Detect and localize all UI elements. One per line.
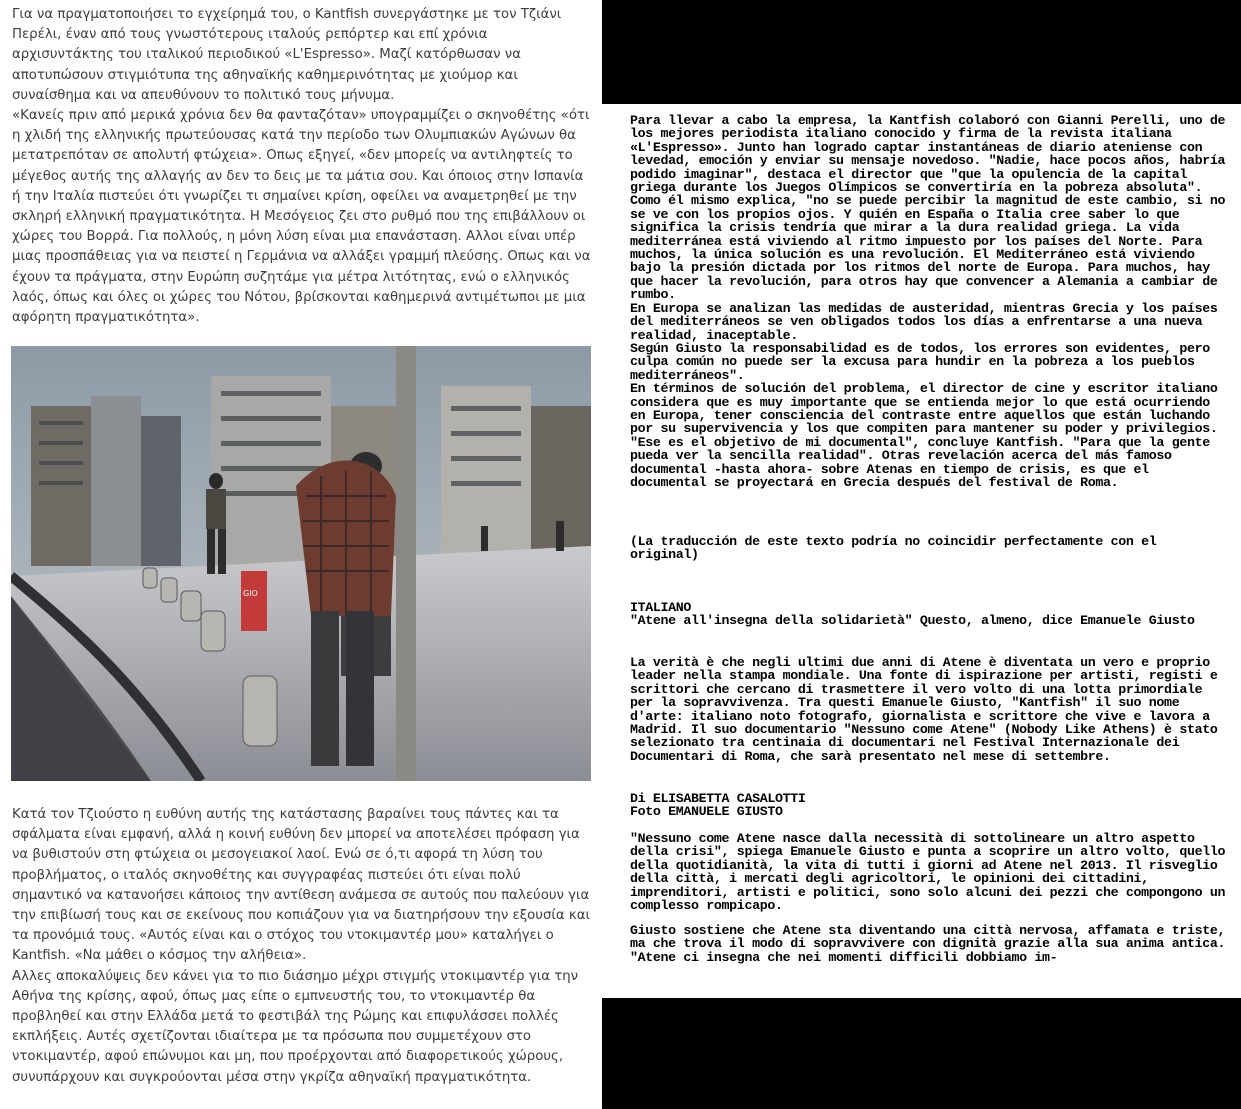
italian-heading (630, 601, 1226, 628)
italian-paragraph-1: La verità è che negli ultimi due anni di Atene è diventata un vero e proprio leader nella stampa mondiale. Una fonte di ispirazione per artisti, registi e scrittori che cercano di trasmettere il vero volto di una lotta primordiale per la sopravvivenza. Tra questi Emanuele Giusto, "Kantfish" il suo nome d'arte: italiano noto fotografo, giornalista e scrittore che vive e lavora a Madrid. Il suo documentario "Nessuno come Atene" (Nobody Like Athens) è stato selezionato tra centinaia di documentari nel Festival Internazionale dei Documentari di Roma, che sarà presentato nel mese di settembre. (630, 655, 1218, 764)
spanish-paragraph: Para llevar a cabo la empresa, la Kantfish colaboró con Gianni Perelli, uno de los mejores periodista italiano conocido y firma de la revista italiana «L'Espresso». Junto han logrado captar instantáneas de diario ateniense con levedad, emoción y enviar su mensaje novedoso. "Nadie, hace pocos años, habría podido imaginar", destaca el director que "que la opulencia de la capital griega durante los Juegos Olímpicos se convertiría en la pobreza absoluta". Como él mismo explica, "no se puede percibir la magnitud de este cambio, si no se ve con los propios ojos. Y quién en España o Italia cree saber lo que significa la crisis tendría que mirar a la dura realidad griega. La vida mediterránea está viviendo al ritmo impuesto por los países del Norte. Para muchos, la única solución es una revolución. El Mediterráneo está viviendo bajo la presión dictada por los ritmos del norte de Europa. Para muchos, hay que hacer la revolución, para otros hay que convencer a Alemania a cambiar de rumbo. (630, 113, 1226, 303)
spanish-text (630, 114, 1226, 489)
italian-paragraph-3: Giusto sostiene che Atene sta diventando una città nervosa, affamata e triste, ma che trova il modo di sopravvivere con dignità grazie alla sua anima antica. "Atene ci insegna che nei momenti difficili dobbiamo im- (630, 923, 1226, 965)
street-photo (11, 346, 591, 781)
greek-text-bottom (12, 805, 592, 1088)
greek-paragraph: Κατά τον Τζιούστο η ευθύνη αυτής της κατάστασης βαραίνει τους πάντες και τα σφάλματα είναι εμφανή, αλλά η κοινή ευθύνη δεν μπορεί να αποτελέσει πρόφαση για να βυθιστούν στη φτώχεια οι μεσογειακοί λαοί. Ενώ σε ό,τι αφορά τη λύση του προβλήματος, ο ιταλός σκηνοθέτης και συγγραφέας πιστεύει ότι είναι πολύ σημαντικό να κατανοήσει κάποιος την αντίθεση ανάμεσα σε αυτούς που παλεύουν για την επιβίωσή τους και σε εκείνους που κοπιάζουν για να διατηρήσουν την εξουσία και τα προνόμιά τους. «Αυτός είναι και ο στόχος του ντοκιμαντέρ μου» καταλήγει ο Kantfish. «Να μάθει ο κόσμος την αλήθεια». (12, 807, 590, 964)
greek-article-column (0, 0, 600, 1109)
scanned-typewriter-page (602, 104, 1241, 998)
spanish-paragraph: En términos de solución del problema, el director de cine y escritor italiano considera que es muy importante que se entienda mejor lo que está ocurriendo en Europa, tener consciencia del contraste entre aquellos que están luchando por su supervivencia y los que compiten para mantener su poder y privilegios. "Ese es el objetivo de mi documental", concluye Kantfish. "Para que la gente pueda ver la sencilla realidad". Otras revelación acerca del más famoso documental -hasta ahora- sobre Atenas en tiempo de crisis, es que el documental se proyectará en Grecia después del festival de Roma. (630, 381, 1218, 490)
greek-paragraph: Αλλες αποκαλύψεις δεν κάνει για το πιο διάσημο μέχρι στιγμής ντοκιμαντέρ για την Αθήνα της κρίσης, αφού, όπως μας είπε ο εμπνευστής του, το ντοκιμαντέρ θα προβληθεί και στην Ελλάδα μετά το φεστιβάλ της Ρώμης και επιφυλάσσει πολλές εκπλήξεις. Αυτές σχετίζονται ιδιαίτερα με τα πρόσωπα που συμμετέχουν στο ντοκιμαντέρ, αφού επώνυμοι και μη, που προέρχονται από διαφορετικούς χώρους, συνυπάρχουν και συγκρούονται μέσα στην γκρίζα αθηναϊκή πραγματικότητα. (12, 968, 579, 1085)
spanish-paragraph: Según Giusto la responsabilidad es de todos, los errores son evidentes, pero culpa común no puede ser la excusa para hundir en la pobreza a los pueblos mediterráneos". (630, 340, 1210, 383)
byline (630, 792, 1226, 819)
byline-author: Di ELISABETTA CASALOTTI (630, 791, 806, 806)
greek-text-top (12, 5, 592, 328)
italian-title: "Atene all'insegna della solidarietà" Questo, almeno, dice Emanuele Giusto (630, 613, 1195, 629)
photo-sign-text: GIO (243, 589, 258, 598)
byline-photo: Foto EMANUELE GIUSTO (630, 804, 783, 820)
translation-note: (La traducción de este texto podría no coincidir perfectamente con el original) (630, 534, 1157, 563)
spanish-paragraph: En Europa se analizan las medidas de austeridad, mientras Grecia y los países del mediterráneos se ven obligados todos los días a enfrentarse a una nueva realidad, inaceptable. (630, 300, 1218, 343)
italian-paragraph-2: "Nessuno come Atene nasce dalla necessità di sottolineare un altro aspetto della crisi", spiega Emanuele Giusto e punta a scoprire un altro volto, quello della quotidianità, la vita di tutti i giorni ad Atene nel 2013. Il risveglio della città, i mercati degli agricoltori, le opinioni dei cittadini, imprenditori, artisti e politici, sono solo alcuni dei pezzi che compongono un complesso rompicapo. (630, 831, 1226, 914)
street-photo-icon (11, 346, 591, 781)
greek-paragraph: Για να πραγματοποιήσει το εγχείρημά του, ο Kantfish συνεργάστηκε με τον Τζιάνι Περέλι, έναν από τους γνωστότερους ιταλούς ρεπόρτερ και επί χρόνια αρχισυντάκτης του ιταλικού περιοδικού «L'Espresso». Μαζί κατόρθωσαν να αποτυπώσουν στιγμιότυπα της αθηναϊκής καθημερινότητας με χιούμορ και συναίσθημα και να απευθύνουν το πολιτικό τους μήνυμα. (12, 7, 562, 103)
italian-label: ITALIANO (630, 600, 692, 615)
greek-paragraph: «Κανείς πριν από μερικά χρόνια δεν θα φανταζόταν» υπογραμμίζει ο σκηνοθέτης «ότι η χλιδή της ελληνικής πρωτεύουσας κατά την περίοδο των Ολυμπιακών Αγώνων θα μετατρεπόταν σε απολυτή φτώχεια». Οπως εξηγεί, «δεν μπορείς να αντιληφτείς το μέγεθος αυτής της αλλαγής αν δεν το δεις με τα μάτια σου. Και όποιος στην Ισπανία ή την Ιταλία πιστεύει ότι γνωρίζει τι σημαίνει κρίση, οφείλει να αναμετρηθεί με την σκληρή ελληνική πραγματικότητα. Η Μεσόγειος ζει στο ρυθμό που της επιβάλλουν οι χώρες του Βορρά. Για πολλούς, η μόνη λύση είναι μια επανάσταση. Αλλοι είναι υπέρ μιας προσπάθειας για να πειστεί η Γερμάνια να αλλάξει γραμμή πλεύσης. Οπως και να έχουν τα πράγματα, στην Ευρώπη συζητάμε για μέτρα λιτότητας, ενώ ο ελληνικός λαός, όπως και όλες οι χώρες του Νότου, βρίσκονται καθημερινά αντιμέτωποι με μια αφόρητη πραγματικότητα». (12, 108, 591, 326)
